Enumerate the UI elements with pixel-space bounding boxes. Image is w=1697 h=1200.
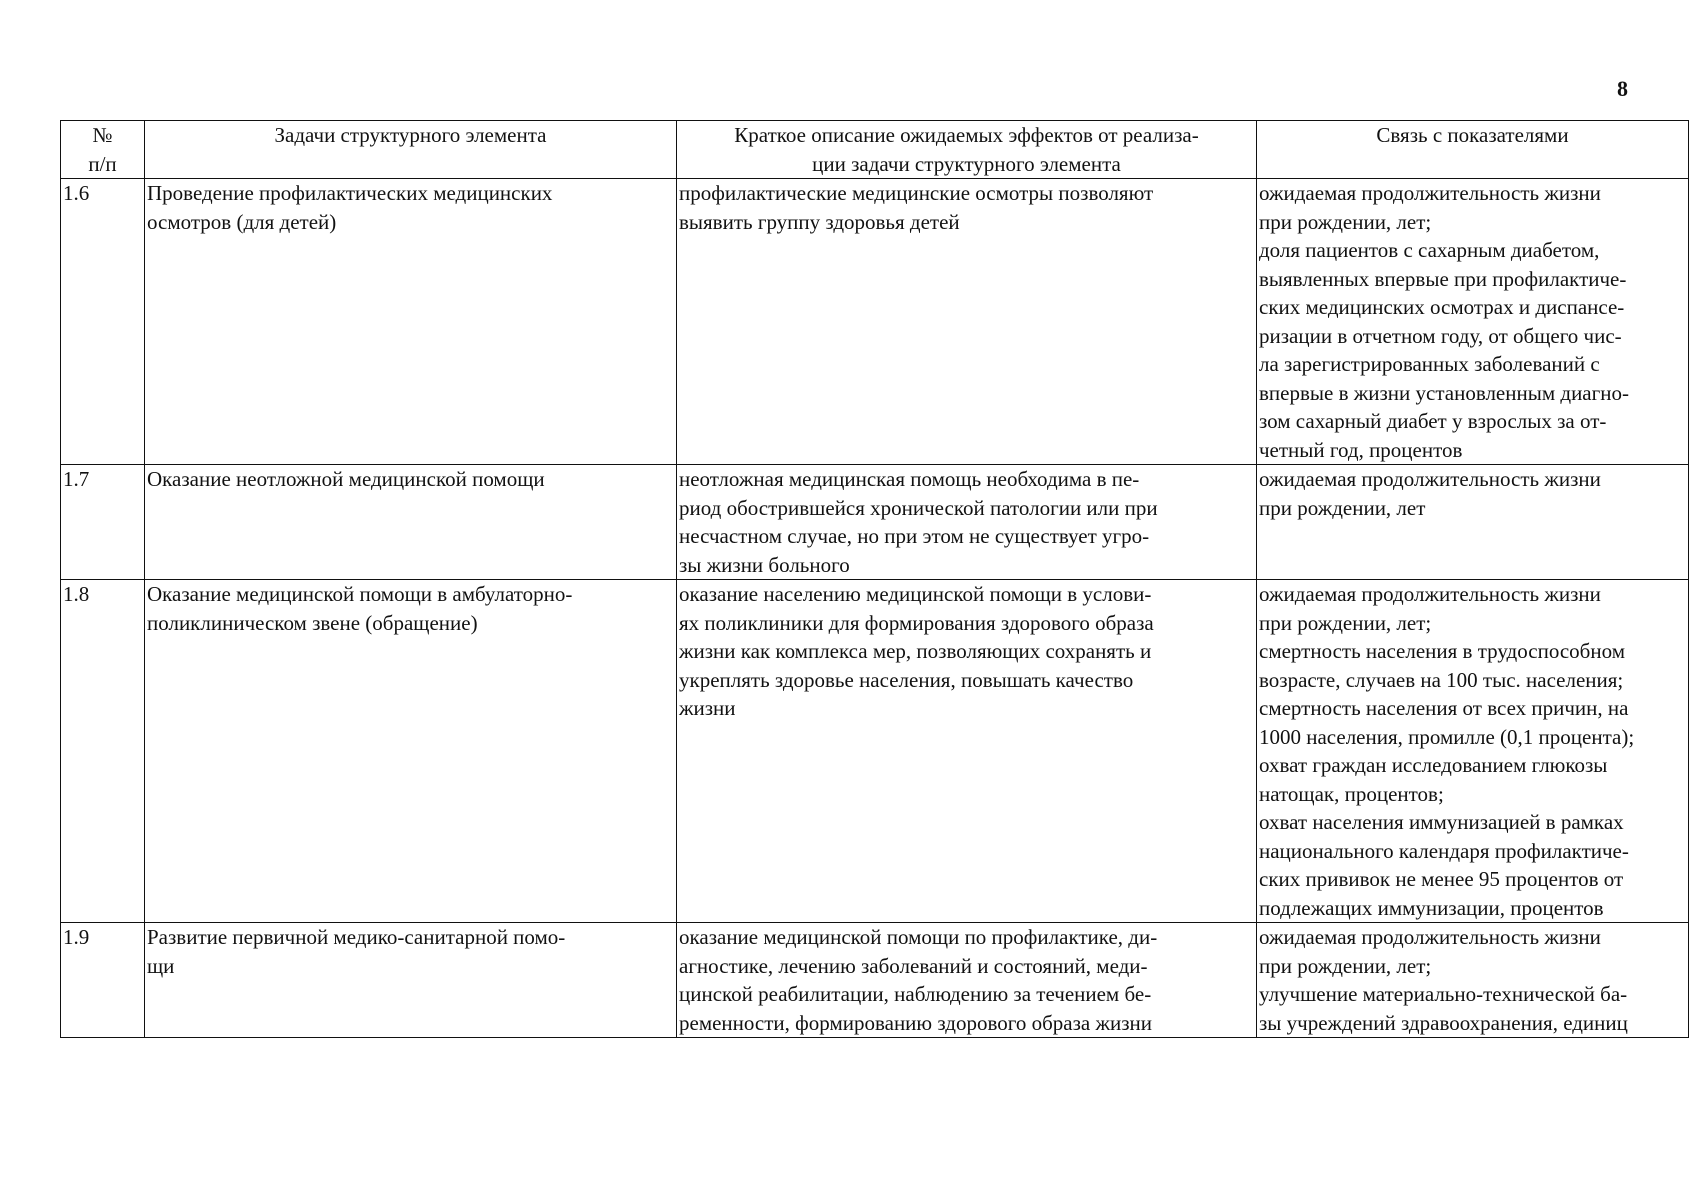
effects-cell-line: укреплять здоровье населения, повышать качество	[679, 667, 1134, 692]
indicators-cell-line: национального календаря профилактиче-	[1259, 838, 1629, 863]
table-row	[61, 179, 1689, 465]
indicators-cell-line: впервые в жизни установленным диагно-	[1259, 380, 1629, 405]
indicators-cell-line: при рождении, лет	[1259, 495, 1426, 520]
effects-cell	[677, 179, 1257, 465]
task-cell-line: Развитие первичной медико-санитарной помо-	[147, 925, 566, 949]
indicators-cell-line: охват граждан исследованием глюкозы	[1259, 753, 1608, 777]
task-cell-line: Оказание неотложной медицинской помощи	[147, 467, 545, 491]
page-number: 8	[1617, 76, 1628, 101]
indicators-cell-line: при рождении, лет;	[1259, 610, 1432, 635]
indicators-cell-line: ожидаемая продолжительность жизни	[1259, 582, 1601, 606]
effects-cell-line: несчастном случае, но при этом не существует угро-	[679, 524, 1150, 548]
indicators-cell-line: при рождении, лет;	[1259, 953, 1432, 978]
row-number: 1.7	[61, 465, 145, 580]
indicators-cell-line: ожидаемая продолжительность жизни	[1259, 925, 1601, 949]
header-effects: Краткое описание ожидаемых эффектов от реализа- ции задачи структурного элемента	[677, 121, 1257, 179]
indicators-cell	[1257, 580, 1689, 923]
indicators-cell-line: смертность населения от всех причин, на	[1259, 696, 1629, 720]
structural-element-tasks-table	[60, 120, 1689, 1038]
indicators-cell-line: возрасте, случаев на 100 тыс. населения;	[1259, 667, 1624, 692]
effects-cell	[677, 580, 1257, 923]
effects-cell-line: жизни как комплекса мер, позволяющих сохранять и	[679, 639, 1152, 663]
row-number: 1.6	[61, 179, 145, 465]
task-cell	[145, 465, 677, 580]
indicators-cell	[1257, 179, 1689, 465]
row-number: 1.8	[61, 580, 145, 923]
table-header-row	[61, 121, 1689, 179]
task-cell	[145, 179, 677, 465]
indicators-cell-line: зом сахарный диабет у взрослых за от-	[1259, 409, 1607, 433]
effects-cell-line: ях поликлиники для формирования здорового образа	[679, 610, 1154, 635]
header-number: № п/п	[61, 121, 145, 179]
effects-cell-line: цинской реабилитации, наблюдению за течением бе-	[679, 982, 1152, 1006]
header-indicators: Связь с показателями	[1257, 121, 1689, 179]
indicators-cell-line: смертность населения в трудоспособном	[1259, 639, 1625, 663]
indicators-cell-line: 1000 населения, промилле (0,1 процента);	[1259, 724, 1635, 749]
indicators-cell-line: ских прививок не менее 95 процентов от	[1259, 867, 1624, 891]
effects-cell-line: агностике, лечению заболеваний и состояний, меди-	[679, 953, 1148, 978]
indicators-cell-line: охват населения иммунизацией в рамках	[1259, 810, 1624, 834]
indicators-cell-line: ризации в отчетном году, от общего чис-	[1259, 323, 1622, 348]
indicators-cell-line: выявленных впервые при профилактиче-	[1259, 266, 1627, 291]
table-row	[61, 580, 1689, 923]
indicators-cell-line: натощак, процентов;	[1259, 781, 1444, 806]
row-number: 1.9	[61, 923, 145, 1038]
effects-cell-line: оказание медицинской помощи по профилактике, ди-	[679, 925, 1158, 949]
indicators-cell-line: ожидаемая продолжительность жизни	[1259, 467, 1601, 491]
indicators-cell	[1257, 923, 1689, 1038]
effects-cell-line: выявить группу здоровья детей	[679, 209, 960, 234]
effects-cell	[677, 465, 1257, 580]
task-cell-line: осмотров (для детей)	[147, 209, 337, 234]
effects-cell-line: неотложная медицинская помощь необходима в пе-	[679, 467, 1140, 491]
indicators-cell	[1257, 465, 1689, 580]
indicators-cell-line: улучшение материально-технической ба-	[1259, 982, 1628, 1006]
effects-cell-line: ременности, формированию здорового образа жизни	[679, 1010, 1152, 1035]
effects-cell-line: жизни	[679, 696, 736, 720]
effects-cell-line: риод обострившейся хронической патологии или при	[679, 495, 1158, 520]
effects-cell-line: зы жизни больного	[679, 552, 850, 577]
effects-cell-line: оказание населению медицинской помощи в услови-	[679, 582, 1152, 606]
table-row	[61, 465, 1689, 580]
task-cell-line: Проведение профилактических медицинских	[147, 181, 553, 205]
indicators-cell-line: ла зарегистрированных заболеваний с	[1259, 352, 1600, 376]
task-cell-line: щи	[147, 953, 175, 978]
indicators-cell-line: ских медицинских осмотрах и диспансе-	[1259, 295, 1625, 319]
indicators-cell-line: при рождении, лет;	[1259, 209, 1432, 234]
task-cell-line: Оказание медицинской помощи в амбулаторно-	[147, 582, 573, 606]
table-row	[61, 923, 1689, 1038]
task-cell	[145, 580, 677, 923]
effects-cell-line: профилактические медицинские осмотры позволяют	[679, 181, 1154, 205]
indicators-cell-line: доля пациентов с сахарным диабетом,	[1259, 238, 1600, 262]
indicators-cell-line: ожидаемая продолжительность жизни	[1259, 181, 1601, 205]
indicators-cell-line: подлежащих иммунизации, процентов	[1259, 895, 1604, 920]
indicators-cell-line: зы учреждений здравоохранения, единиц	[1259, 1010, 1628, 1035]
task-cell	[145, 923, 677, 1038]
header-tasks: Задачи структурного элемента	[145, 121, 677, 179]
task-cell-line: поликлиническом звене (обращение)	[147, 610, 478, 635]
indicators-cell-line: четный год, процентов	[1259, 437, 1463, 462]
effects-cell	[677, 923, 1257, 1038]
